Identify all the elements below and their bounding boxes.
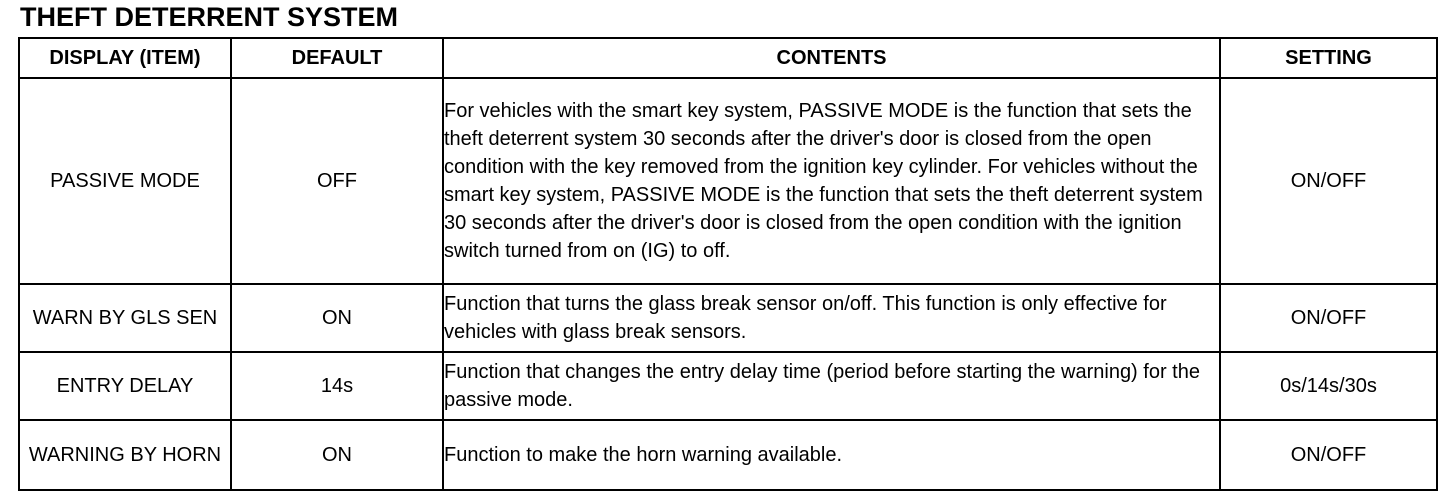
cell-default: ON (231, 284, 443, 352)
cell-default: 14s (231, 352, 443, 420)
table-row (19, 284, 1437, 352)
cell-item: ENTRY DELAY (19, 352, 231, 420)
cell-contents: Function to make the horn warning available. (443, 420, 1220, 490)
cell-setting: 0s/14s/30s (1220, 352, 1437, 420)
header-contents: CONTENTS (443, 38, 1220, 78)
cell-item: WARN BY GLS SEN (19, 284, 231, 352)
header-setting: SETTING (1220, 38, 1437, 78)
table-row (19, 78, 1437, 284)
theft-deterrent-settings-table (18, 37, 1438, 491)
table-row (19, 352, 1437, 420)
cell-contents: Function that turns the glass break sensor on/off. This function is only effective for vehicles with glass break sensors. (443, 284, 1220, 352)
cell-contents: For vehicles with the smart key system, PASSIVE MODE is the function that sets the theft deterrent system 30 seconds after the driver's door is closed from the open condition with the key removed from the ignition key cylinder. For vehicles without the smart key system, PASSIVE MODE is the function that sets the theft deterrent system 30 seconds after the driver's door is closed from the open condition with the ignition switch turned from on (IG) to off. (443, 78, 1220, 284)
cell-setting: ON/OFF (1220, 284, 1437, 352)
document-title: THEFT DETERRENT SYSTEM (20, 2, 399, 32)
cell-setting: ON/OFF (1220, 420, 1437, 490)
cell-item: PASSIVE MODE (19, 78, 231, 284)
table-header-row (19, 38, 1437, 78)
cell-item: WARNING BY HORN (19, 420, 231, 490)
cell-default: ON (231, 420, 443, 490)
table-row (19, 420, 1437, 490)
header-default: DEFAULT (231, 38, 443, 78)
cell-default: OFF (231, 78, 443, 284)
cell-contents: Function that changes the entry delay time (period before starting the warning) for the passive mode. (443, 352, 1220, 420)
cell-setting: ON/OFF (1220, 78, 1437, 284)
header-display-item: DISPLAY (ITEM) (19, 38, 231, 78)
